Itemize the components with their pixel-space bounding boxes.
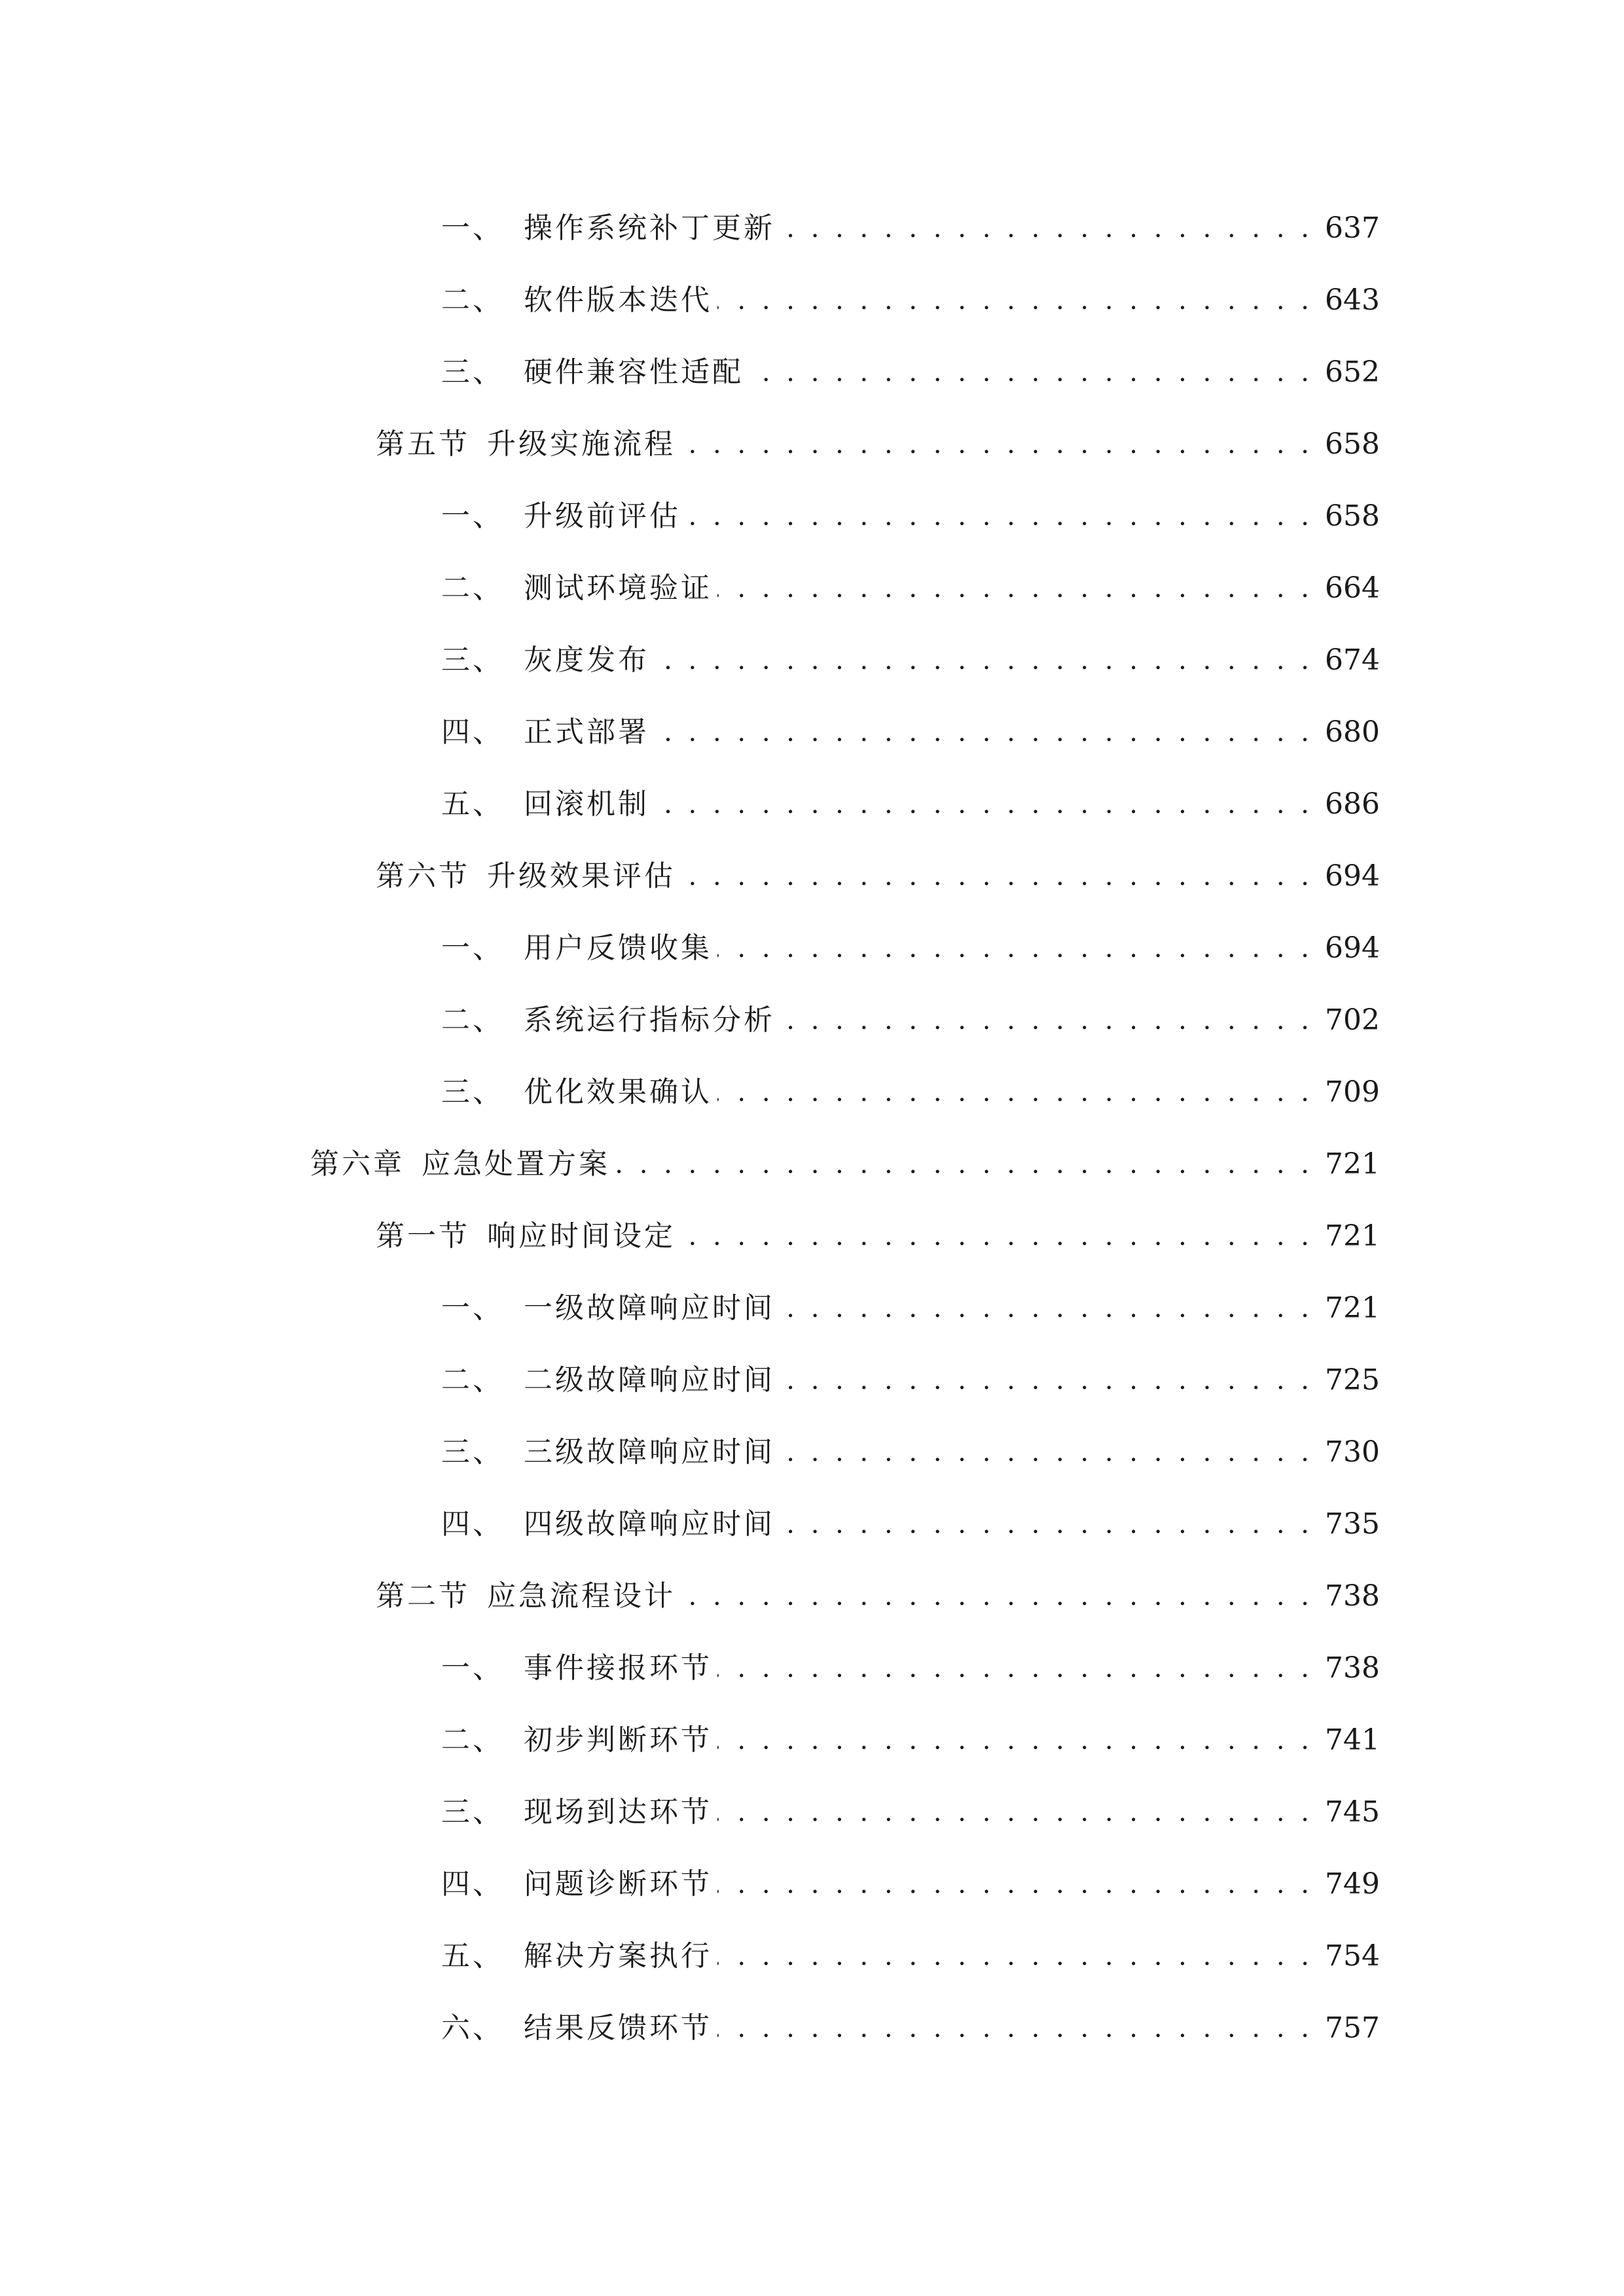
dot-leader [681,1573,1313,1619]
toc-entry-number: 四、 [441,715,504,749]
toc-entry[interactable] [441,997,1380,1043]
toc-entry-number: 三、 [441,643,504,677]
toc-entry-number: 一、 [441,211,504,245]
toc-entry-page: 749 [1325,1867,1380,1901]
dot-leader [780,1501,1313,1547]
toc-entry-number: 三、 [441,1795,504,1829]
toc-entry-title: 现场到达环节 [524,1795,712,1829]
toc-entry-page: 694 [1325,859,1380,893]
dot-leader [681,853,1313,899]
dot-leader [686,493,1313,539]
dot-leader [717,1861,1313,1907]
dot-leader [655,637,1313,683]
toc-entry-title: 响应时间设定 [487,1219,676,1253]
toc-entry[interactable] [441,1789,1380,1835]
toc-entry-number: 五、 [441,787,504,821]
toc-entry-page: 738 [1325,1579,1380,1613]
toc-entry-number: 四、 [441,1507,504,1541]
toc-entry-title: 操作系统补丁更新 [524,211,775,245]
dot-leader [717,1933,1313,1979]
toc-entry[interactable] [441,1933,1380,1979]
toc-entry-page: 680 [1325,715,1380,749]
toc-entry-title: 三级故障响应时间 [524,1435,775,1469]
dot-leader [655,709,1313,755]
toc-entry-title: 解决方案执行 [524,1939,712,1973]
dot-leader [681,1213,1313,1259]
toc-entry-page: 709 [1325,1075,1380,1109]
toc-entry[interactable] [441,1645,1380,1691]
toc-entry-title: 应急处置方案 [422,1147,610,1181]
toc-entry-page: 738 [1325,1651,1380,1685]
toc-entry-number: 一、 [441,931,504,965]
toc-entry-title: 事件接报环节 [524,1651,712,1685]
dot-leader [717,1069,1313,1115]
toc-entry-number: 六、 [441,2011,504,2045]
toc-entry-title: 二级故障响应时间 [524,1363,775,1397]
dot-leader [749,350,1313,395]
toc-entry-title: 升级前评估 [524,499,681,533]
toc-entry-number: 二、 [441,1003,504,1037]
toc-entry-number: 二、 [441,1723,504,1757]
toc-entry[interactable] [441,637,1380,683]
dot-leader [717,925,1313,971]
toc-entry-number: 五、 [441,1939,504,1973]
toc-entry-page: 637 [1325,211,1380,245]
toc-entry-title: 正式部署 [524,715,649,749]
toc-entry[interactable] [441,1069,1380,1115]
toc-entry-page: 730 [1325,1435,1380,1469]
toc-entry-number: 二、 [441,571,504,605]
toc-entry-page: 735 [1325,1507,1380,1541]
toc-entry-page: 725 [1325,1363,1380,1397]
toc-entry-title: 四级故障响应时间 [524,1507,775,1541]
toc-entry-page: 658 [1325,427,1380,461]
toc-entry-title: 一级故障响应时间 [524,1291,775,1325]
dot-leader [780,1285,1313,1331]
dot-leader [717,1645,1313,1691]
toc-entry[interactable] [441,206,1380,251]
toc-entry-number: 一、 [441,1651,504,1685]
dot-leader [615,1141,1313,1187]
toc-entry-title: 灰度发布 [524,643,649,677]
dot-leader [717,2005,1313,2051]
toc-entry-title: 问题诊断环节 [524,1867,712,1901]
toc-entry[interactable] [441,925,1380,971]
toc-entry-page: 674 [1325,643,1380,677]
toc-entry-title: 升级效果评估 [487,859,676,893]
toc-entry-title: 系统运行指标分析 [524,1003,775,1037]
toc-entry-page: 721 [1325,1219,1380,1253]
toc-entry[interactable] [441,493,1380,539]
toc-entry-number: 四、 [441,1867,504,1901]
toc-entry-title: 初步判断环节 [524,1723,712,1757]
toc-entry-page: 686 [1325,787,1380,821]
toc-entry-page: 652 [1325,355,1380,389]
toc-entry[interactable] [441,1357,1380,1403]
toc-entry[interactable] [441,1501,1380,1547]
toc-entry-number: 三、 [441,355,504,389]
dot-leader [780,206,1313,251]
dot-leader [681,422,1313,467]
toc-chapter-entry[interactable] [310,1141,1380,1187]
toc-entry-page: 741 [1325,1723,1380,1757]
toc-entry-page: 702 [1325,1003,1380,1037]
toc-entry-number: 三、 [441,1075,504,1109]
toc-entry-number: 第六节 [376,859,470,893]
toc-entry-page: 721 [1325,1291,1380,1325]
toc-section-entry[interactable] [376,853,1380,899]
toc-entry-number: 第五节 [376,427,470,461]
toc-entry-number: 第六章 [310,1147,405,1181]
toc-entry-number: 二、 [441,1363,504,1397]
toc-entry-title: 用户反馈收集 [524,931,712,965]
toc-section-entry[interactable] [376,422,1380,467]
toc-entry-title: 回滚机制 [524,787,649,821]
toc-entry-page: 643 [1325,283,1380,317]
toc-entry[interactable] [441,1717,1380,1763]
toc-entry[interactable] [441,1285,1380,1331]
toc-entry-number: 第二节 [376,1579,470,1613]
toc-entry-number: 二、 [441,283,504,317]
toc-entry-page: 694 [1325,931,1380,965]
toc-entry-number: 第一节 [376,1219,470,1253]
toc-entry-page: 757 [1325,2011,1380,2045]
toc-section-entry[interactable] [376,1213,1380,1259]
toc-entry[interactable] [441,350,1380,395]
dot-leader [780,1429,1313,1475]
toc-entry[interactable] [441,2005,1380,2051]
toc-entry-title: 软件版本迭代 [524,283,712,317]
toc-entry-number: 一、 [441,499,504,533]
toc-entry-page: 754 [1325,1939,1380,1973]
toc-entry-title: 硬件兼容性适配 [524,355,744,389]
toc-entry-page: 664 [1325,571,1380,605]
dot-leader [717,278,1313,323]
toc-entry-title: 测试环境验证 [524,571,712,605]
toc-entry[interactable] [441,278,1380,323]
dot-leader [780,997,1313,1043]
dot-leader [717,565,1313,611]
dot-leader [717,1789,1313,1835]
toc-section-entry[interactable] [376,1573,1380,1619]
toc-entry-title: 应急流程设计 [487,1579,676,1613]
toc-entry-page: 658 [1325,499,1380,533]
toc-entry-number: 一、 [441,1291,504,1325]
toc-entry-page: 745 [1325,1795,1380,1829]
dot-leader [717,1717,1313,1763]
toc-entry[interactable] [441,1861,1380,1907]
dot-leader [655,781,1313,827]
toc-entry-title: 优化效果确认 [524,1075,712,1109]
toc-entry-title: 结果反馈环节 [524,2011,712,2045]
toc-entry[interactable] [441,565,1380,611]
toc-entry-number: 三、 [441,1435,504,1469]
dot-leader [780,1357,1313,1403]
toc-entry[interactable] [441,781,1380,827]
toc-entry[interactable] [441,709,1380,755]
toc-entry-title: 升级实施流程 [487,427,676,461]
toc-entry-page: 721 [1325,1147,1380,1181]
toc-entry[interactable] [441,1429,1380,1475]
